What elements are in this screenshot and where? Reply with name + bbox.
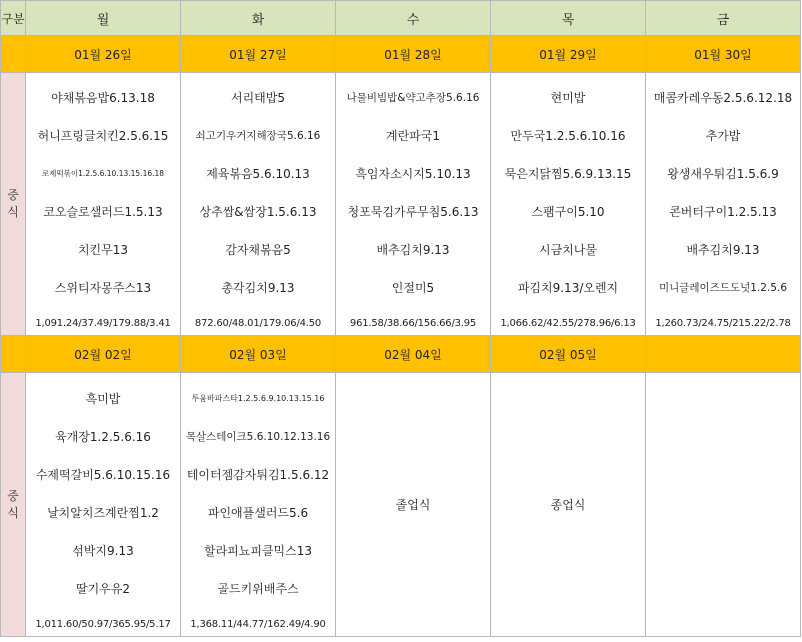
week1-date-mon: 01월 26일 <box>26 36 181 73</box>
menu-item: 테이터젬감자튀김1.5.6.12 <box>186 467 330 482</box>
menu-item: 미니글레이즈드도넛1.2.5.6 <box>658 282 788 294</box>
menu-item: 나물비빔밥&약고추장5.6.16 <box>346 92 480 104</box>
week1-lunch-label <box>1 73 26 336</box>
day-header-row <box>1 1 801 36</box>
menu-item: 파김치9.13/오렌지 <box>517 281 619 295</box>
menu-item: 로제떡볶이1.2.5.6.10.13.15.16.18 <box>41 169 165 178</box>
menu-item: 배추김치9.13 <box>686 243 760 257</box>
week1-date-row <box>1 36 801 73</box>
menu-item: 파인애플샐러드5.6 <box>207 505 309 520</box>
week2-menu-mon <box>26 373 181 637</box>
menu-item: 스팸구이5.10 <box>531 205 605 219</box>
menu-item: 묵은지닭찜5.6.9.13.15 <box>504 167 632 181</box>
menu-item: 목살스테이크5.6.10.12.13.16 <box>185 430 331 443</box>
week2-date-thu: 02월 05일 <box>491 336 646 373</box>
lunch-label-char-2: 식 <box>7 205 19 219</box>
week2-lunch-label <box>1 373 26 637</box>
week2-menu-fri <box>646 373 801 637</box>
menu-item: 수제떡갈비5.6.10.15.16 <box>35 467 171 482</box>
menu-item: 섞박지9.13 <box>72 543 134 558</box>
nutrition-info: 872.60/48.01/179.06/4.50 <box>194 318 322 329</box>
nutrition-info: 1,368.11/44.77/162.49/4.90 <box>190 618 326 630</box>
menu-item: 매콤카레우동2.5.6.12.18 <box>653 91 793 105</box>
menu-item: 딸기우유2 <box>75 581 130 596</box>
day-header-mon: 월 <box>26 1 181 36</box>
nutrition-info: 1,260.73/24.75/215.22/2.78 <box>655 318 791 329</box>
week2-menu-row <box>1 373 801 637</box>
menu-item: 콘버터구이1.2.5.13 <box>669 205 777 219</box>
menu-item: 추가밥 <box>705 129 741 143</box>
menu-item: 감자채볶음5 <box>225 243 291 257</box>
lunch-label-char-1: 중 <box>7 488 19 503</box>
gubun-header: 구분 <box>1 1 26 36</box>
menu-item: 쇠고기우거지해장국5.6.16 <box>195 130 321 142</box>
week2-menu-tue <box>181 373 336 637</box>
date-row-spacer <box>1 336 26 373</box>
menu-item: 육개장1.2.5.6.16 <box>55 429 151 444</box>
week2-date-wed: 02월 04일 <box>336 336 491 373</box>
menu-item: 인절미5 <box>391 281 435 295</box>
menu-item: 상추쌈&쌈장1.5.6.13 <box>199 205 317 219</box>
week1-date-fri: 01월 30일 <box>646 36 801 73</box>
day-header-tue: 화 <box>181 1 336 36</box>
date-row-spacer <box>1 36 26 73</box>
menu-item: 치킨무13 <box>77 243 129 257</box>
menu-item: 청포묵김가루무침5.6.13 <box>347 205 479 219</box>
week2-date-tue: 02월 03일 <box>181 336 336 373</box>
menu-item: 야채볶음밥6.13.18 <box>51 91 155 105</box>
menu-item: 시금치나물 <box>539 243 597 257</box>
menu-item: 제육볶음5.6.10.13 <box>206 167 310 181</box>
menu-item: 골드키위배주스 <box>217 581 299 596</box>
nutrition-info: 1,091.24/37.49/179.88/3.41 <box>35 318 171 329</box>
menu-item: 스위티자몽주스13 <box>54 281 152 295</box>
week1-date-thu: 01월 29일 <box>491 36 646 73</box>
lunch-label-char-2: 식 <box>7 505 19 520</box>
nutrition-info: 1,011.60/50.97/365.95/5.17 <box>35 618 171 630</box>
week1-menu-tue <box>181 73 336 336</box>
week2-menu-wed: 졸업식 <box>336 373 491 637</box>
week2-date-mon: 02월 02일 <box>26 336 181 373</box>
menu-item: 투움바파스타1.2.5.6.9.10.13.15.16 <box>191 393 325 403</box>
day-header-thu: 목 <box>491 1 646 36</box>
menu-item: 배추김치9.13 <box>376 243 450 257</box>
menu-item: 할라피뇨피클믹스13 <box>203 543 312 558</box>
week2-menu-thu: 종업식 <box>491 373 646 637</box>
week2-date-fri <box>646 336 801 373</box>
week1-menu-mon <box>26 73 181 336</box>
menu-item: 서리태밥5 <box>230 91 285 105</box>
week1-menu-wed <box>336 73 491 336</box>
week1-menu-fri <box>646 73 801 336</box>
menu-item: 날치알치즈계란찜1.2 <box>47 505 159 520</box>
menu-item: 계란파국1 <box>385 129 440 143</box>
menu-item: 만두국1.2.5.6.10.16 <box>510 129 626 143</box>
week1-date-tue: 01월 27일 <box>181 36 336 73</box>
day-header-fri: 금 <box>646 1 801 36</box>
day-header-wed: 수 <box>336 1 491 36</box>
nutrition-info: 1,066.62/42.55/278.96/6.13 <box>500 318 636 329</box>
week2-date-row <box>1 336 801 373</box>
menu-item: 허니프링글치킨2.5.6.15 <box>37 129 169 143</box>
menu-item: 왕생새우튀김1.5.6.9 <box>667 167 779 181</box>
lunch-label-char-1: 중 <box>7 188 19 203</box>
week1-menu-row <box>1 73 801 336</box>
menu-item: 총각김치9.13 <box>221 281 295 295</box>
menu-item: 코오슬로샐러드1.5.13 <box>43 205 163 219</box>
nutrition-info: 961.58/38.66/156.66/3.95 <box>349 318 477 329</box>
week1-menu-thu <box>491 73 646 336</box>
menu-item: 흑임자소시지5.10.13 <box>355 167 471 181</box>
menu-item: 흑미밥 <box>85 391 121 406</box>
menu-item: 현미밥 <box>550 91 586 105</box>
week1-date-wed: 01월 28일 <box>336 36 491 73</box>
